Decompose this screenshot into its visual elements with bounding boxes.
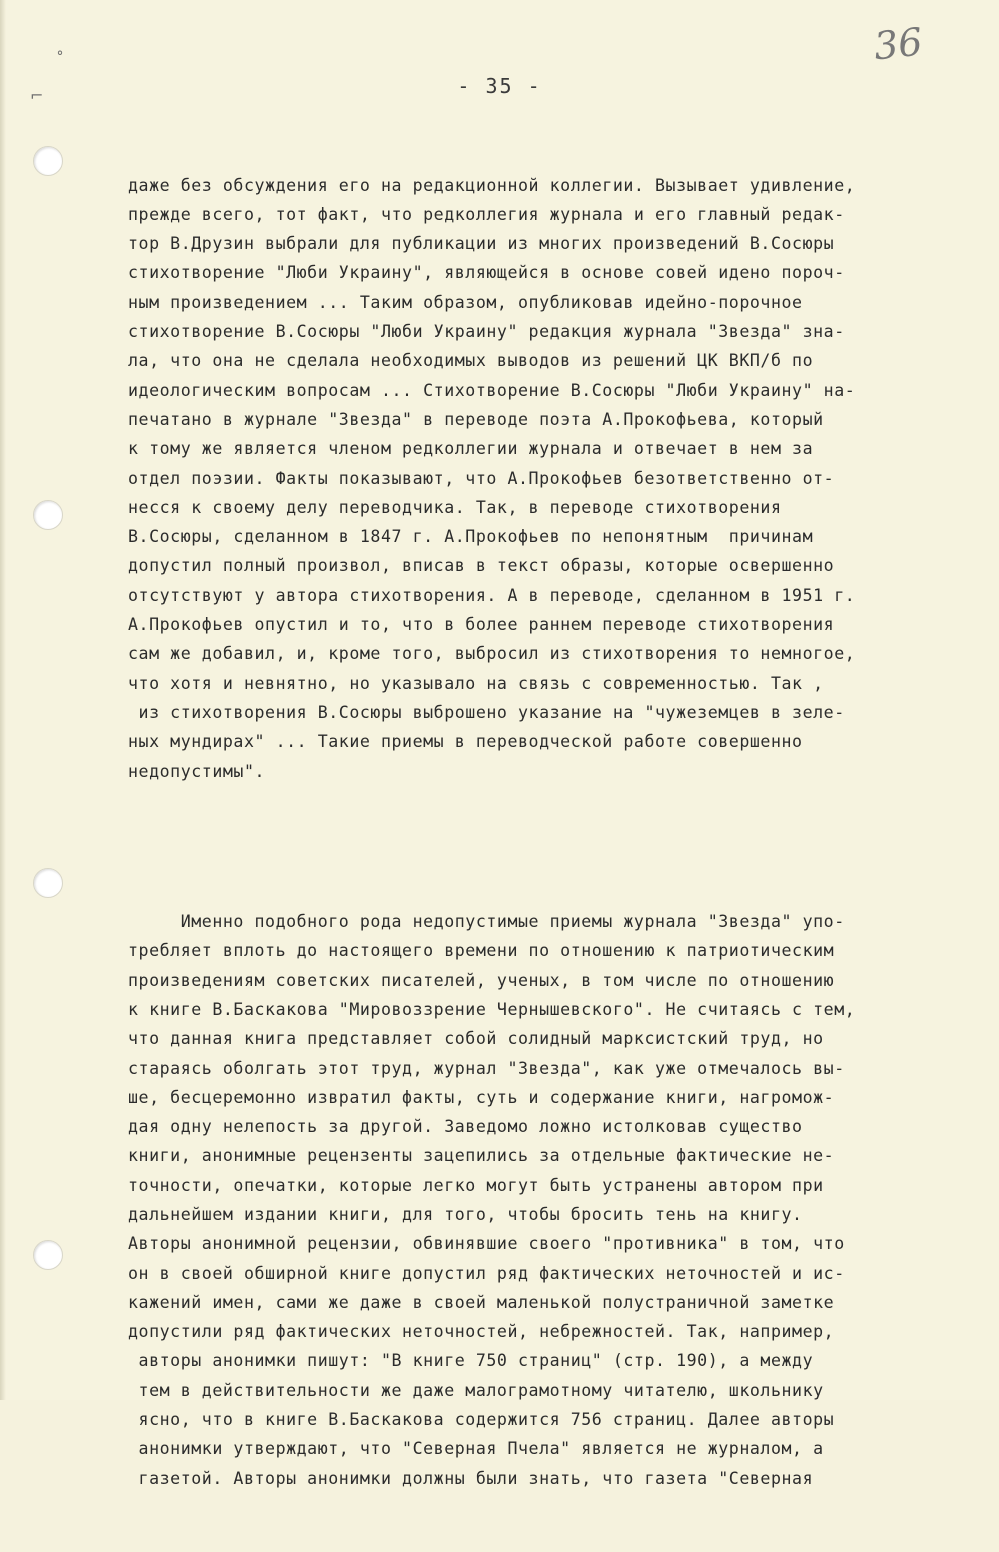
text-line: недопустимы". xyxy=(128,761,266,781)
text-line: несся к своему делу переводчика. Так, в переводе стихотворения xyxy=(128,497,782,517)
text-line: газетой. Авторы анонимки должны были знать, что газета "Северная xyxy=(128,1468,814,1488)
page-number: - 35 - xyxy=(457,74,542,98)
archive-page-number: 36 xyxy=(871,19,925,69)
text-line: точности, опечатки, которые легко могут быть устранены автором при xyxy=(128,1175,824,1195)
text-line: стараясь оболгать этот труд, журнал "Звезда", как уже отмечалось вы- xyxy=(128,1058,845,1078)
text-line: кажений имен, сами же даже в своей маленькой полустраничной заметке xyxy=(128,1292,835,1312)
text-line: дая одну нелепость за другой. Заведомо ложно истолковав существо xyxy=(128,1117,803,1137)
text-line: к книге В.Баскакова "Мировоззрение Чернышевского". Не считаясь с тем, xyxy=(128,999,856,1019)
text-line: он в своей обширной книге допустил ряд фактических неточностей и ис- xyxy=(128,1263,845,1283)
text-line: допустили ряд фактических неточностей, небрежностей. Так, например, xyxy=(128,1322,835,1342)
text-line: что данная книга представляет собой солидный марксистский труд, но xyxy=(128,1029,824,1049)
text-line: стихотворение В.Сосюры "Люби Украину" редакция журнала "Звезда" зна- xyxy=(128,322,845,342)
text-line: идеологическим вопросам ... Стихотворение В.Сосюры "Люби Украину" на- xyxy=(128,380,856,400)
typed-body-text xyxy=(128,112,958,1552)
text-line: ла, что она не сделала необходимых выводов из решений ЦК ВКП/б по xyxy=(128,351,814,371)
text-line: ше, бесцеремонно извратил факты, суть и содержание книги, нагромож- xyxy=(128,1087,835,1107)
text-line: анонимки утверждают, что "Северная Пчела" является не журналом, а xyxy=(128,1439,824,1459)
punch-hole-top xyxy=(33,146,63,176)
text-line: А.Прокофьев опустил и то, что в более раннем переводе стихотворения xyxy=(128,615,835,635)
punch-hole-bottom xyxy=(33,1240,63,1270)
pencil-mark-icon: ˚ xyxy=(56,50,64,69)
pencil-mark-icon: ⌐ xyxy=(30,86,44,105)
text-line: прежде всего, тот факт, что редколлегия журнала и его главный редак- xyxy=(128,204,845,224)
text-line: печатано в журнале "Звезда" в переводе поэта А.Прокофьева, который xyxy=(128,409,824,429)
text-line: тем в действительности же даже малограмотному читателю, школьнику xyxy=(128,1380,824,1400)
text-line: требляет вплоть до настоящего времени по отношению к патриотическим xyxy=(128,941,835,961)
text-line: авторы анонимки пишут: "В книге 750 страниц" (стр. 190), а между xyxy=(128,1351,814,1371)
punch-hole-lower-middle xyxy=(33,868,63,898)
text-line: отдел поэзии. Факты показывают, что А.Прокофьев безответственно от- xyxy=(128,468,835,488)
text-line: ных мундирах" ... Такие приемы в переводческой работе совершенно xyxy=(128,732,803,752)
text-line: Авторы анонимной рецензии, обвинявшие своего "противника" в том, что xyxy=(128,1234,845,1254)
text-line: отсутствуют у автора стихотворения. А в переводе, сделанном в 1951 г. xyxy=(128,585,856,605)
paragraph-main xyxy=(128,907,958,1493)
text-line: сам же добавил, и, кроме того, выбросил из стихотворения то немногое, xyxy=(128,644,856,664)
punch-hole-upper-middle xyxy=(33,500,63,530)
text-line: тор В.Друзин выбрали для публикации из многих произведений В.Сосюры xyxy=(128,234,835,254)
page-edge-shadow xyxy=(0,0,6,1400)
text-line: даже без обсуждения его на редакционной коллегии. Вызывает удивление, xyxy=(128,175,856,195)
text-line: Именно подобного рода недопустимые приемы журнала "Звезда" упо- xyxy=(128,912,845,932)
text-line: что хотя и невнятно, но указывало на связь с современностью. Так , xyxy=(128,673,824,693)
text-line: к тому же является членом редколлегии журнала и отвечает в нем за xyxy=(128,439,814,459)
text-line: дальнейшем издании книги, для того, чтобы бросить тень на книгу. xyxy=(128,1204,803,1224)
text-line: из стихотворения В.Сосюры выброшено указание на "чужеземцев в зеле- xyxy=(128,702,845,722)
text-line: произведениям советских писателей, ученых, в том числе по отношению xyxy=(128,970,835,990)
text-line: допустил полный произвол, вписав в текст образы, которые освершенно xyxy=(128,556,835,576)
text-line: стихотворение "Люби Украину", являющейся в основе совей идено пороч- xyxy=(128,263,845,283)
text-line: книги, анонимные рецензенты зацепились за отдельные фактические не- xyxy=(128,1146,835,1166)
text-line: ным произведением ... Таким образом, опубликовав идейно-порочное xyxy=(128,292,803,312)
paragraph-quote xyxy=(128,171,958,786)
text-line: В.Сосюры, сделанном в 1847 г. А.Прокофьев по непонятным причинам xyxy=(128,527,814,547)
text-line: ясно, что в книге В.Баскакова содержится 756 страниц. Далее авторы xyxy=(128,1410,835,1430)
